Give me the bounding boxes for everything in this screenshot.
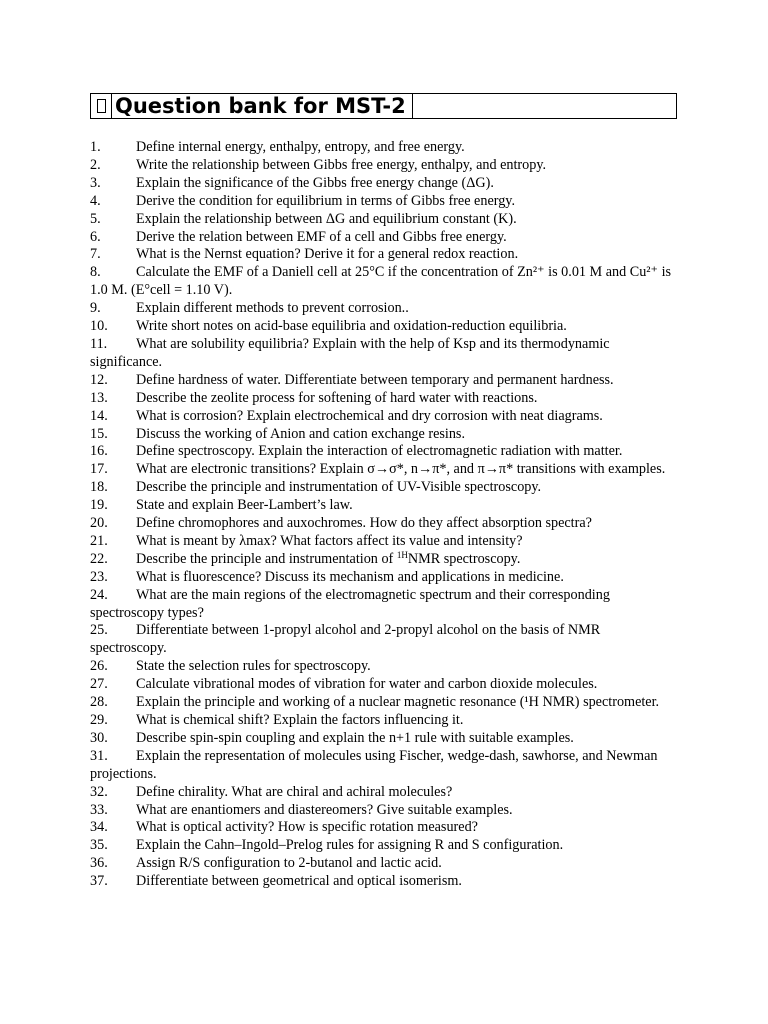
- question-text: Write short notes on acid-base equilibria and oxidation-reduction equilibria.: [136, 318, 567, 335]
- question-text: Differentiate between 1-propyl alcohol and 2-propyl alcohol on the basis of NMR spectroscopy.: [90, 622, 601, 657]
- question-item: [90, 408, 680, 426]
- question-text: What are the main regions of the electromagnetic spectrum and their corresponding spectroscopy types?: [90, 586, 610, 621]
- checkbox-icon: [91, 94, 112, 118]
- question-number: 37.: [90, 873, 108, 890]
- question-number: 34.: [90, 819, 108, 836]
- question-item: [90, 819, 680, 837]
- question-text: Describe the zeolite process for softening of hard water with reactions.: [136, 389, 538, 406]
- question-item: [90, 246, 680, 264]
- question-item: [90, 426, 680, 444]
- question-text: Calculate vibrational modes of vibration for water and carbon dioxide molecules.: [136, 676, 598, 693]
- question-text: Define internal energy, enthalpy, entropy, and free energy.: [136, 139, 465, 155]
- question-number: 3.: [90, 174, 101, 191]
- title-empty-cell: [413, 94, 676, 118]
- question-text: What are electronic transitions? Explain σ→σ*, n→π*, and π→π* transitions with examples.: [136, 461, 666, 478]
- question-item: [90, 587, 680, 623]
- question-item: [90, 569, 680, 587]
- question-text: What is corrosion? Explain electrochemical and dry corrosion with neat diagrams.: [136, 407, 603, 424]
- question-number: 31.: [90, 747, 108, 764]
- question-text: Derive the relation between EMF of a cell and Gibbs free energy.: [136, 228, 507, 245]
- question-number: 35.: [90, 837, 108, 854]
- question-text: State the selection rules for spectroscopy.: [136, 658, 371, 675]
- question-number: 24.: [90, 586, 108, 603]
- question-number: 6.: [90, 228, 101, 245]
- question-item: [90, 622, 680, 658]
- question-number: 25.: [90, 622, 108, 639]
- question-number: 28.: [90, 694, 108, 711]
- question-text: State and explain Beer-Lambert’s law.: [136, 497, 353, 514]
- question-number: 30.: [90, 729, 108, 746]
- question-item: [90, 784, 680, 802]
- question-number: 33.: [90, 801, 108, 818]
- question-number: 20.: [90, 515, 108, 532]
- question-text: What are solubility equilibria? Explain with the help of Ksp and its thermodynamic significance.: [90, 335, 610, 370]
- question-item: [90, 175, 680, 193]
- question-text: What is the Nernst equation? Derive it for a general redox reaction.: [136, 246, 519, 263]
- question-item: [90, 390, 680, 408]
- question-number: 36.: [90, 855, 108, 872]
- question-item: [90, 873, 680, 891]
- question-item: [90, 802, 680, 820]
- question-item: [90, 694, 680, 712]
- question-item: [90, 497, 680, 515]
- question-item: [90, 193, 680, 211]
- question-item: [90, 730, 680, 748]
- question-text: Assign R/S configuration to 2-butanol and lactic acid.: [136, 855, 442, 872]
- title-bar: [90, 93, 677, 119]
- question-text: Derive the condition for equilibrium in terms of Gibbs free energy.: [136, 192, 516, 209]
- question-text: Describe the principle and instrumentation of: [136, 550, 397, 567]
- question-number: 9.: [90, 300, 101, 317]
- question-item: [90, 300, 680, 318]
- question-text: What is fluorescence? Discuss its mechanism and applications in medicine.: [136, 568, 564, 585]
- question-text: Define hardness of water. Differentiate between temporary and permanent hardness.: [136, 371, 614, 388]
- question-item: [90, 855, 680, 873]
- question-number: 15.: [90, 425, 108, 442]
- question-number: 22.: [90, 550, 108, 567]
- question-item: [90, 211, 680, 229]
- question-text: Describe spin-spin coupling and explain the n+1 rule with suitable examples.: [136, 729, 574, 746]
- question-item: [90, 551, 680, 569]
- question-number: 26.: [90, 658, 108, 675]
- question-text: Define chirality. What are chiral and achiral molecules?: [136, 783, 453, 800]
- question-number: 14.: [90, 407, 108, 424]
- question-item: [90, 157, 680, 175]
- question-number: 10.: [90, 318, 108, 335]
- question-number: 23.: [90, 568, 108, 585]
- question-superscript: 1H: [396, 549, 408, 560]
- question-item: [90, 658, 680, 676]
- question-number: 13.: [90, 389, 108, 406]
- question-text: Write the relationship between Gibbs free energy, enthalpy, and entropy.: [136, 156, 547, 173]
- question-text: Explain the relationship between ΔG and equilibrium constant (K).: [136, 210, 517, 227]
- question-item: [90, 837, 680, 855]
- question-number: 7.: [90, 246, 101, 263]
- question-number: 5.: [90, 210, 101, 227]
- question-number: 27.: [90, 676, 108, 693]
- question-text: Differentiate between geometrical and optical isomerism.: [136, 873, 462, 890]
- question-text: Explain the principle and working of a nuclear magnetic resonance (¹H NMR) spectrometer.: [136, 694, 660, 711]
- question-item: [90, 336, 680, 372]
- question-item: [90, 229, 680, 247]
- question-number: 4.: [90, 192, 101, 209]
- question-number: 2.: [90, 156, 101, 173]
- question-number: 18.: [90, 479, 108, 496]
- question-text: What is meant by λmax? What factors affect its value and intensity?: [136, 532, 523, 549]
- question-item: [90, 533, 680, 551]
- question-number: 12.: [90, 371, 108, 388]
- question-text: Explain the Cahn–Ingold–Prelog rules for assigning R and S configuration.: [136, 837, 564, 854]
- question-text: Define spectroscopy. Explain the interaction of electromagnetic radiation with matter.: [136, 443, 623, 460]
- question-text: What is chemical shift? Explain the factors influencing it.: [136, 712, 464, 728]
- question-item: [90, 443, 680, 461]
- question-text: What is optical activity? How is specific rotation measured?: [136, 819, 478, 836]
- question-text: Describe the principle and instrumentation of UV-Visible spectroscopy.: [136, 479, 542, 496]
- question-text: Discuss the working of Anion and cation exchange resins.: [136, 425, 465, 442]
- question-number: 8.: [90, 264, 101, 281]
- question-item: [90, 515, 680, 533]
- question-item: [90, 461, 680, 479]
- question-list: [90, 139, 680, 891]
- question-text: Define chromophores and auxochromes. How do they affect absorption spectra?: [136, 515, 592, 532]
- question-number: 32.: [90, 783, 108, 800]
- question-text: NMR spectroscopy.: [407, 550, 521, 567]
- question-text: Calculate the EMF of a Daniell cell at 25°C if the concentration of Zn²⁺ is 0.01 M and Cu²⁺ is 1.0 M. (E°cell = 1.10 V).: [90, 264, 672, 299]
- question-item: [90, 372, 680, 390]
- question-text: Explain the significance of the Gibbs free energy change (ΔG).: [136, 174, 494, 191]
- question-number: 21.: [90, 532, 108, 549]
- question-number: 19.: [90, 497, 108, 514]
- question-item: [90, 264, 680, 300]
- question-item: [90, 748, 680, 784]
- question-number: 1.: [90, 139, 101, 155]
- page-title: Question bank for MST-2: [112, 94, 413, 118]
- question-text: What are enantiomers and diastereomers? Give suitable examples.: [136, 801, 513, 818]
- question-item: [90, 139, 680, 157]
- question-number: 17.: [90, 461, 108, 478]
- question-number: 11.: [90, 335, 108, 352]
- question-item: [90, 712, 680, 730]
- question-item: [90, 479, 680, 497]
- question-number: 16.: [90, 443, 108, 460]
- question-item: [90, 676, 680, 694]
- question-item: [90, 318, 680, 336]
- question-text: Explain the representation of molecules using Fischer, wedge-dash, sawhorse, and Newman projections.: [90, 747, 658, 782]
- question-text: Explain different methods to prevent corrosion..: [136, 300, 409, 317]
- question-number: 29.: [90, 712, 108, 728]
